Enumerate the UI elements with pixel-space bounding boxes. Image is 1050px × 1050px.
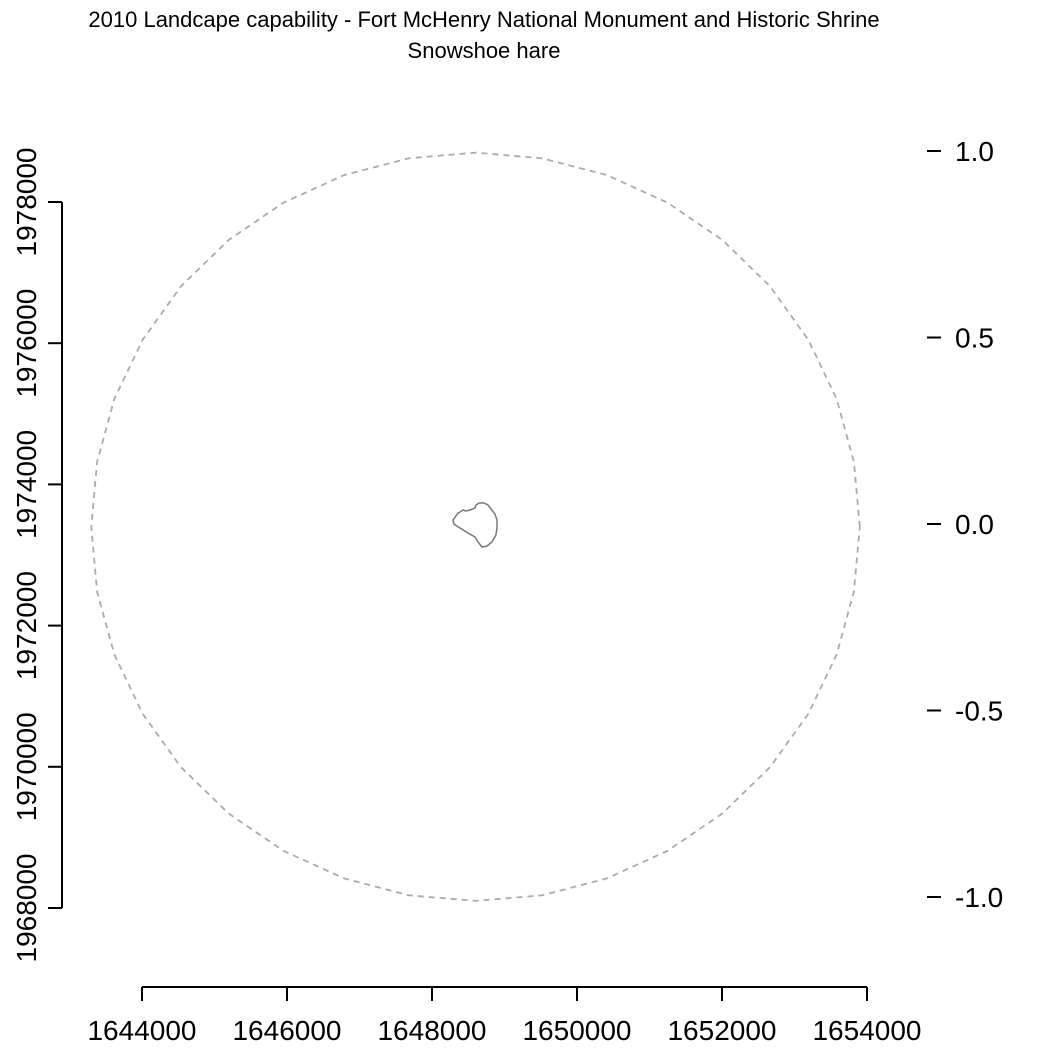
legend-tick-label: 1.0 xyxy=(955,136,994,167)
y-axis-tick-label: 1976000 xyxy=(11,288,42,398)
buffer-circle-outline xyxy=(91,153,860,901)
legend-tick-label: 0.5 xyxy=(955,322,994,354)
x-axis-tick-label: 1650000 xyxy=(522,1015,632,1046)
y-axis-tick-label: 1972000 xyxy=(11,571,42,681)
x-axis-tick-label: 1646000 xyxy=(232,1015,342,1046)
x-axis-tick-label: 1648000 xyxy=(377,1015,487,1046)
park-boundary-outline xyxy=(453,503,497,547)
y-axis-tick-label: 1970000 xyxy=(11,712,42,822)
y-axis-tick-label: 1978000 xyxy=(11,147,42,257)
shapes-layer xyxy=(91,153,860,901)
x-axis-tick-label: 1654000 xyxy=(812,1015,922,1046)
x-axis-tick-label: 1652000 xyxy=(667,1015,777,1046)
legend-tick-label: -0.5 xyxy=(955,695,1004,727)
plot-subtitle: Snowshoe hare xyxy=(407,38,561,63)
y-axis-tick-label: 1974000 xyxy=(11,429,42,539)
legend-tick-label: -1.0 xyxy=(955,882,1004,913)
x-axis-tick-label: 1644000 xyxy=(87,1015,197,1046)
y-axis-tick-label: 1968000 xyxy=(11,853,42,963)
plot-title: 2010 Landcape capability - Fort McHenry National Monument and Historic Shrine xyxy=(88,7,880,32)
legend-tick-label: 0.0 xyxy=(955,509,994,540)
